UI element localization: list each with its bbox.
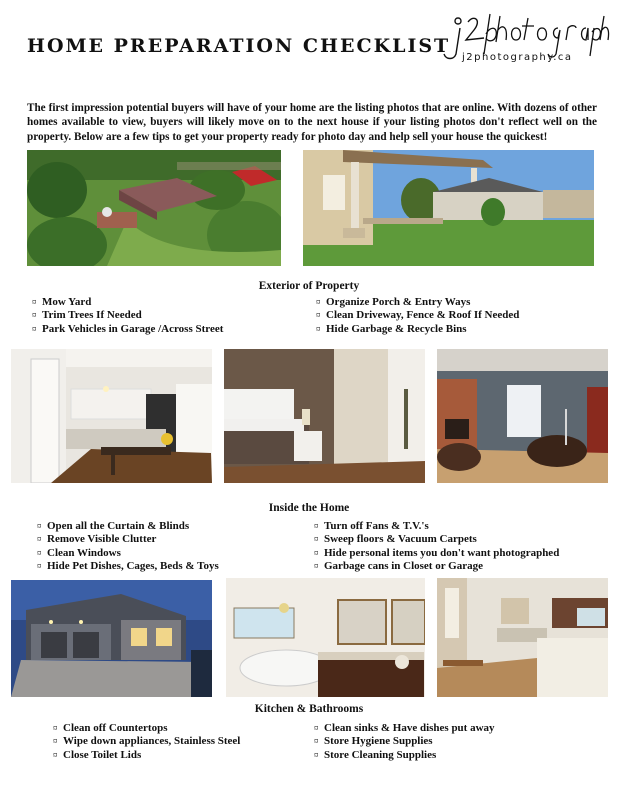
list-item: ¤ Sweep floors & Vacuum Carpets	[314, 533, 477, 546]
bullet-icon: ¤	[37, 547, 42, 558]
bullet-icon: ¤	[314, 723, 319, 733]
logo-url: j2photography.ca	[462, 52, 573, 63]
bedroom-photo	[224, 349, 425, 483]
list-item: ¤ Clean off Countertops	[53, 722, 168, 734]
bullet-icon: ¤	[37, 534, 42, 545]
bullet-icon: ¤	[316, 323, 321, 334]
kitchen-left-list	[53, 722, 240, 762]
bullet-icon: ¤	[314, 534, 319, 545]
bullet-icon: ¤	[314, 561, 319, 572]
bullet-icon: ¤	[37, 521, 42, 531]
bathroom-photo	[226, 578, 425, 697]
living-room-photo	[437, 349, 608, 483]
list-item: ¤ Organize Porch & Entry Ways	[316, 296, 471, 308]
kitchen-dining-photo	[437, 578, 608, 697]
bullet-icon: ¤	[53, 736, 58, 747]
list-item: ¤ Open all the Curtain & Blinds	[37, 520, 190, 532]
exterior-right-list	[316, 296, 519, 336]
list-item: ¤ Close Toilet Lids	[53, 748, 142, 761]
list-item: ¤ Hide Pet Dishes, Cages, Beds & Toys	[37, 560, 219, 573]
kitchen-right-list	[314, 722, 495, 762]
bullet-icon: ¤	[32, 323, 37, 334]
exterior-left-list	[32, 296, 223, 336]
list-item: ¤ Trim Trees If Needed	[32, 309, 142, 322]
inside-left-list	[37, 520, 219, 574]
list-item: ¤ Clean sinks & Have dishes put away	[314, 722, 495, 734]
inside-right-list	[314, 520, 559, 574]
list-item: ¤ Store Cleaning Supplies	[314, 748, 437, 761]
list-item: ¤ Wipe down appliances, Stainless Steel	[53, 735, 241, 748]
list-item: ¤ Clean Windows	[37, 546, 121, 559]
bullet-icon: ¤	[37, 561, 42, 572]
list-item: ¤ Hide Garbage & Recycle Bins	[316, 322, 467, 335]
list-item: ¤ Clean Driveway, Fence & Roof If Needed	[316, 309, 520, 322]
bullet-icon: ¤	[314, 749, 319, 760]
bullet-icon: ¤	[53, 723, 58, 733]
bullet-icon: ¤	[32, 297, 37, 307]
list-item: ¤ Store Hygiene Supplies	[314, 735, 433, 748]
page-title: HOME PREPARATION CHECKLIST	[27, 35, 451, 57]
list-item: ¤ Park Vehicles in Garage /Across Street	[32, 322, 224, 335]
backyard-pergola-photo	[303, 150, 594, 266]
list-item: ¤ Turn off Fans & T.V.'s	[314, 520, 429, 532]
twilight-exterior-photo	[11, 580, 212, 697]
section-heading-inside: Inside the Home	[268, 502, 350, 514]
section-heading-exterior: Exterior of Property	[258, 280, 360, 292]
section-heading-kitchen: Kitchen & Bathrooms	[254, 703, 364, 715]
intro-paragraph: The first impression potential buyers will have of your home are the listing photos that are online. With dozens of other homes available to view, buyers will likely move on to the next house if your listing photos don't reflect well on the property. Below are a few tips to get your property ready for photo day and help sell your house the quickest!	[27, 102, 597, 143]
bullet-icon: ¤	[32, 310, 37, 321]
bullet-icon: ¤	[316, 310, 321, 321]
list-item: ¤ Mow Yard	[32, 296, 92, 308]
bullet-icon: ¤	[316, 297, 321, 307]
bullet-icon: ¤	[314, 521, 319, 531]
kitchen-photo	[11, 349, 212, 483]
aerial-house-photo	[27, 150, 281, 266]
bullet-icon: ¤	[314, 547, 319, 558]
bullet-icon: ¤	[314, 736, 319, 747]
list-item: ¤ Hide personal items you don't want photographed	[314, 546, 560, 559]
bullet-icon: ¤	[53, 749, 58, 760]
list-item: ¤ Garbage cans in Closet or Garage	[314, 560, 483, 573]
list-item: ¤ Remove Visible Clutter	[37, 533, 157, 546]
